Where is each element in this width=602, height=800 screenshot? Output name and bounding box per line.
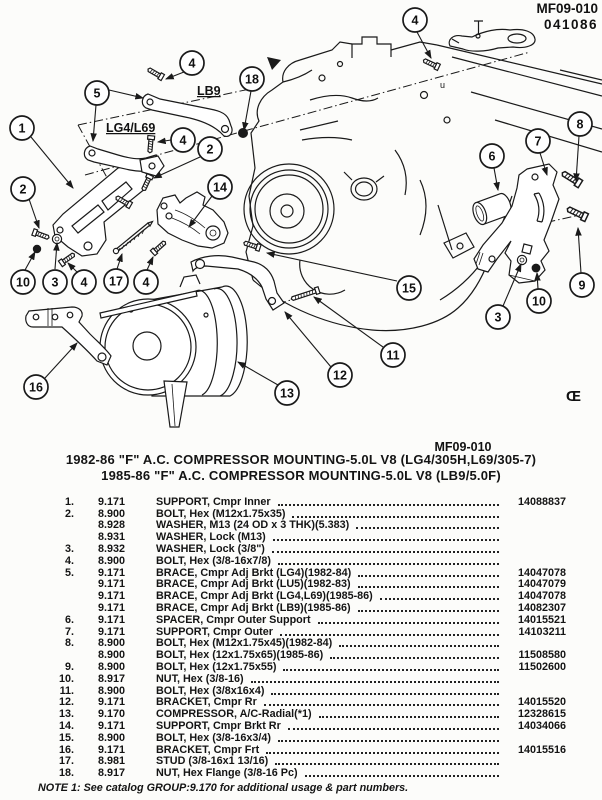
part-number: 14015520 — [517, 696, 566, 709]
parts-row — [0, 555, 602, 567]
label-lg4-l69: LG4/L69 — [106, 121, 156, 135]
svg-text:3: 3 — [494, 310, 502, 325]
dotted-leader — [358, 586, 499, 588]
group-number: 9.171 — [98, 566, 126, 579]
rear-support-bracket — [157, 192, 228, 248]
callout-12 — [328, 363, 352, 387]
group-number: 8.900 — [98, 507, 126, 520]
dotted-leader — [380, 598, 499, 600]
svg-text:3: 3 — [51, 275, 59, 290]
item-number: 6. — [64, 613, 74, 626]
part-number: 14088837 — [517, 495, 566, 508]
group-number: 8.900 — [98, 637, 126, 650]
part-number: 12328615 — [517, 708, 566, 721]
dotted-leader — [278, 504, 499, 506]
label-lb9: LB9 — [197, 84, 221, 98]
group-number: 9.170 — [98, 708, 126, 721]
item-number: 12. — [58, 696, 74, 709]
dotted-leader — [278, 563, 499, 565]
bolt-4-brace — [146, 136, 154, 154]
dotted-leader — [288, 728, 499, 730]
callout-7 — [526, 129, 550, 153]
svg-text:2: 2 — [206, 142, 214, 157]
group-number: 8.900 — [98, 649, 126, 662]
part-description: BRACKET, Cmpr Rr — [156, 696, 257, 709]
compressor — [100, 275, 247, 396]
part-description: WASHER, Lock (M13) — [156, 531, 266, 544]
item-number: 15. — [58, 731, 74, 744]
parts-row — [0, 590, 602, 602]
parts-list — [0, 452, 602, 794]
part-number: 14047078 — [517, 590, 566, 603]
part-number: 14015516 — [517, 743, 566, 756]
callout-3a — [43, 270, 67, 294]
item-number: 4. — [64, 554, 74, 567]
parts-row — [0, 756, 602, 768]
dotted-leader — [280, 634, 499, 636]
parts-row — [0, 649, 602, 661]
dotted-leader — [275, 763, 499, 765]
group-number: 9.171 — [98, 625, 126, 638]
group-number: 9.171 — [98, 696, 126, 709]
part-number: 14082307 — [517, 601, 566, 614]
part-number: 11508580 — [518, 649, 566, 662]
item-number: 3. — [64, 542, 74, 555]
part-description: SUPPORT, Cmpr Inner — [156, 495, 271, 508]
svg-text:15: 15 — [402, 281, 416, 296]
item-number: 17. — [58, 755, 74, 768]
svg-text:5: 5 — [93, 86, 101, 101]
parts-row — [0, 720, 602, 732]
svg-text:4: 4 — [188, 56, 196, 71]
callout-6 — [480, 144, 504, 168]
callout-5 — [85, 81, 109, 105]
svg-text:16: 16 — [29, 380, 43, 395]
svg-text:4: 4 — [179, 133, 187, 148]
stray-mark: u — [440, 80, 446, 90]
callout-3b — [486, 305, 510, 329]
nut-18 — [238, 128, 248, 138]
part-description: BOLT, Hex (M12x1.75x45)(1982-84) — [156, 637, 333, 650]
callout-4b — [171, 128, 195, 152]
svg-text:13: 13 — [280, 386, 294, 401]
callout-11 — [381, 343, 405, 367]
group-number: 9.171 — [98, 578, 126, 591]
group-number: 8.917 — [98, 767, 126, 780]
group-number: 9.171 — [98, 719, 126, 732]
figure-caption: MF09-010 — [434, 440, 492, 452]
group-number: 9.171 — [98, 613, 126, 626]
part-description: BOLT, Hex (3/8-16x3/4) — [156, 731, 272, 744]
dotted-leader — [283, 669, 499, 671]
svg-text:4: 4 — [411, 13, 419, 28]
part-description: STUD (3/8-16x1 13/16) — [156, 755, 269, 768]
svg-text:10: 10 — [16, 275, 30, 290]
svg-text:4: 4 — [80, 275, 88, 290]
group-number: 9.171 — [98, 601, 126, 614]
front-bracket — [26, 307, 111, 365]
bolt-4-lower-left-2 — [150, 239, 167, 255]
group-number: 8.900 — [98, 660, 126, 673]
part-description: BOLT, Hex (3/8x16x4) — [156, 684, 265, 697]
group-number: 8.981 — [98, 755, 126, 768]
nut-10-right — [532, 264, 541, 273]
item-number: 18. — [58, 767, 74, 780]
dotted-leader — [330, 657, 499, 659]
parts-row — [0, 673, 602, 685]
callout-4e — [134, 270, 158, 294]
parts-row — [0, 685, 602, 697]
svg-text:4: 4 — [142, 275, 150, 290]
part-number: 14103211 — [518, 625, 566, 638]
parts-row — [0, 767, 602, 779]
svg-text:17: 17 — [109, 274, 123, 289]
washer-3-right — [517, 255, 526, 264]
part-description: BOLT, Hex (M12x1.75x35) — [156, 507, 286, 520]
item-number: 1. — [64, 495, 74, 508]
dotted-leader — [251, 681, 499, 683]
part-description: BRACKET, Cmpr Frt — [156, 743, 260, 756]
callout-1 — [10, 116, 34, 140]
parts-row — [0, 697, 602, 709]
callout-16 — [24, 375, 48, 399]
nut-10-left — [33, 245, 41, 253]
svg-text:1: 1 — [18, 121, 26, 136]
part-description: BOLT, Hex (12x1.75x55) — [156, 660, 277, 673]
part-description: BOLT, Hex (3/8-16x7/8) — [156, 554, 272, 567]
item-number: 9. — [64, 660, 74, 673]
callout-17 — [104, 269, 128, 293]
dotted-leader — [339, 645, 499, 647]
parts-table — [0, 496, 602, 779]
callout-2a — [11, 177, 35, 201]
svg-text:10: 10 — [532, 294, 546, 309]
callout-15 — [397, 276, 421, 300]
parts-row — [0, 579, 602, 591]
dotted-leader — [358, 610, 499, 612]
callout-14 — [208, 175, 232, 199]
item-number: 5. — [64, 566, 74, 579]
group-number: 8.931 — [98, 531, 126, 544]
part-description: WASHER, M13 (24 OD x 3 THK)(5.383) — [156, 519, 350, 532]
bolt-4-upper-left — [146, 66, 164, 80]
part-description: BRACE, Cmpr Adj Brkt (LG4)(1982-84) — [156, 566, 352, 579]
bolt-8 — [560, 169, 583, 187]
dotted-leader — [278, 740, 499, 742]
callout-4d — [72, 270, 96, 294]
title-line-2: 1985-86 "F" A.C. COMPRESSOR MOUNTING-5.0L V8 (LB9/5.0F) — [101, 468, 501, 483]
parts-row — [0, 567, 602, 579]
dotted-leader — [271, 693, 499, 695]
gm-logo: Œ — [566, 388, 581, 405]
part-description: BRACE, Cmpr Adj Brkt (LG4,L69)(1985-86) — [156, 590, 373, 603]
parts-row — [0, 614, 602, 626]
group-number: 8.900 — [98, 684, 126, 697]
callout-18 — [240, 67, 264, 91]
item-number: 10. — [58, 672, 74, 685]
callout-10b — [527, 289, 551, 313]
doc-code: MF09-010 — [536, 1, 598, 16]
part-description: BRACE, Cmpr Adj Brkt (LB9)(1985-86) — [156, 601, 351, 614]
stud-17 — [113, 222, 152, 254]
parts-row — [0, 626, 602, 638]
part-number: 11502600 — [518, 660, 566, 673]
item-number: 8. — [64, 637, 74, 650]
callout-2b — [198, 137, 222, 161]
bolt-9 — [566, 205, 589, 222]
part-description: SUPPORT, Cmpr Outer — [156, 625, 273, 638]
item-number: 16. — [58, 743, 74, 756]
part-number: 14047079 — [517, 578, 566, 591]
doc-stamp: 041086 — [543, 17, 598, 32]
svg-text:9: 9 — [578, 278, 586, 293]
svg-text:18: 18 — [245, 72, 259, 87]
parts-row — [0, 496, 602, 508]
part-description: COMPRESSOR, A/C-Radial(*1) — [156, 708, 312, 721]
callout-9 — [570, 273, 594, 297]
callout-4a — [180, 51, 204, 75]
part-number: 14015521 — [517, 613, 566, 626]
callout-4c — [403, 8, 427, 32]
item-number: 11. — [59, 684, 74, 697]
part-number: 14034066 — [517, 719, 566, 732]
svg-text:6: 6 — [488, 149, 496, 164]
svg-text:2: 2 — [19, 182, 27, 197]
dotted-leader — [319, 716, 499, 718]
parts-row — [0, 744, 602, 756]
group-number: 9.171 — [98, 743, 126, 756]
inner-support — [53, 163, 149, 256]
part-description: SPACER, Cmpr Outer Support — [156, 613, 311, 626]
title-line-1: 1982-86 "F" A.C. COMPRESSOR MOUNTING-5.0L V8 (LG4/305H,L69/305-7) — [65, 452, 537, 467]
part-number: 14047078 — [517, 566, 566, 579]
parts-row — [0, 543, 602, 555]
bolt-4-top-right — [422, 57, 440, 70]
group-number: 8.900 — [98, 554, 126, 567]
part-description: BRACE, Cmpr Adj Brkt (LU5)(1982-83) — [156, 578, 351, 591]
parts-row — [0, 732, 602, 744]
parts-row — [0, 708, 602, 720]
dotted-leader — [273, 539, 499, 541]
parts-row — [0, 520, 602, 532]
group-number: 9.171 — [98, 495, 126, 508]
group-number: 8.932 — [98, 542, 126, 555]
callout-13 — [275, 381, 299, 405]
bolt-11 — [290, 287, 320, 302]
group-number: 8.900 — [98, 731, 126, 744]
parts-row — [0, 661, 602, 673]
svg-text:12: 12 — [333, 368, 347, 383]
dotted-leader — [358, 575, 499, 577]
svg-text:7: 7 — [534, 134, 542, 149]
footnote: NOTE 1: See catalog GROUP:9.170 for additional usage & part numbers. — [38, 782, 409, 795]
dotted-leader — [292, 516, 499, 518]
item-number: 7. — [64, 625, 74, 638]
svg-text:14: 14 — [213, 180, 227, 195]
callout-8 — [568, 112, 592, 136]
item-number: 14. — [58, 719, 74, 732]
callout-10a — [11, 270, 35, 294]
svg-text:11: 11 — [386, 348, 400, 363]
dotted-leader — [264, 704, 499, 706]
parts-row — [0, 638, 602, 650]
part-description: SUPPORT, Cmpr Brkt Rr — [156, 719, 281, 732]
item-number: 2. — [64, 507, 74, 520]
part-description: NUT, Hex (3/8-16) — [156, 672, 244, 685]
dotted-leader — [272, 551, 499, 553]
dotted-leader — [305, 775, 499, 777]
item-number: 13. — [58, 708, 74, 721]
dotted-leader — [356, 527, 499, 529]
washer-3-left — [52, 234, 61, 243]
svg-text:8: 8 — [576, 117, 584, 132]
parts-row — [0, 508, 602, 520]
part-description: BOLT, Hex (12x1.75x65)(1985-86) — [156, 649, 324, 662]
dotted-leader — [318, 622, 499, 624]
part-description: WASHER, Lock (3/8") — [156, 542, 265, 555]
group-number: 8.917 — [98, 672, 126, 685]
parts-row — [0, 602, 602, 614]
bolt-2-left — [32, 229, 50, 241]
group-number: 8.928 — [98, 519, 126, 532]
group-number: 9.171 — [98, 590, 126, 603]
bolt-4-lower-left-1 — [58, 251, 76, 266]
parts-row — [0, 531, 602, 543]
part-description: NUT, Hex Flange (3/8-16 Pc) — [156, 767, 298, 780]
dotted-leader — [266, 752, 499, 754]
